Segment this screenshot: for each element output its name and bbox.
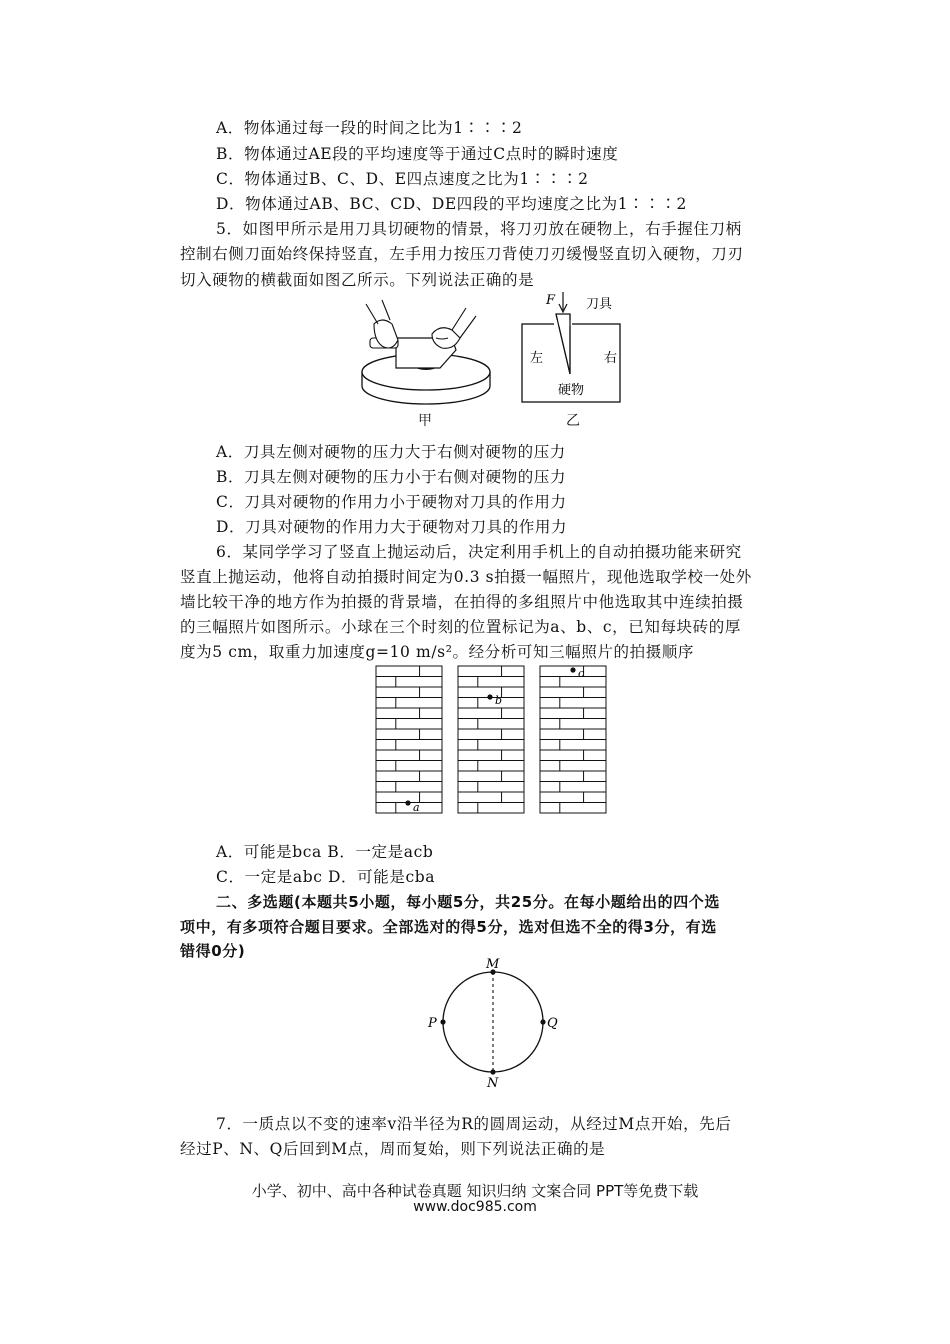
q5-option-c: C．刀具对硬物的作用力小于硬物对刀具的作用力 <box>216 493 567 511</box>
brick-wall-2 <box>458 666 524 813</box>
brick-wall-photos <box>372 664 616 824</box>
point-q-label: Q <box>547 1016 558 1031</box>
figure-jia-cutting-board <box>356 294 496 406</box>
section2-line-3: 错得0分) <box>180 942 246 960</box>
point-p-label: P <box>428 1016 437 1031</box>
point-n-label: N <box>487 1076 499 1090</box>
ball-a-dot <box>405 800 410 805</box>
left-label: 左 <box>530 351 544 366</box>
q5-stem-line-2: 控制右侧刀面始终保持竖直，左手用力按压刀背使刀刃缓慢竖直切入硬物，刀刃 <box>180 245 744 263</box>
q6-stem-line-2: 竖直上抛运动，他将自动拍摄时间定为0.3 s拍摄一幅照片，现他选取学校一处外 <box>180 568 752 586</box>
footer-website-link[interactable]: www.doc985.com <box>413 1199 537 1215</box>
ball-b-label: b <box>495 694 503 707</box>
ball-b-dot <box>487 694 492 699</box>
footer-ad-text: 小学、初中、高中各种试卷真题 知识归纳 文案合同 PPT等免费下载 <box>251 1182 699 1200</box>
section2-line-2: 项中，有多项符合题目要求。全部选对的得5分，选对但选不全的得3分，有选 <box>180 918 717 936</box>
figure-yi-caption: 乙 <box>566 413 580 429</box>
q5-option-d: D．刀具对硬物的作用力大于硬物对刀具的作用力 <box>216 518 568 536</box>
object-label: 硬物 <box>558 383 585 398</box>
right-label: 右 <box>604 351 618 366</box>
q7-stem-line-1: 7．一质点以不变的速率v沿半径为R的圆周运动，从经过M点开始，先后 <box>216 1115 732 1133</box>
circle-figure <box>424 956 564 1090</box>
q6-options-line-1: A．可能是bca B．一定是acb <box>216 843 434 861</box>
q5-option-a: A．刀具左侧对硬物的压力大于右侧对硬物的压力 <box>216 443 566 461</box>
q6-stem-line-4: 的三幅照片如图所示。小球在三个时刻的位置标记为a、b、c，已知每块砖的厚 <box>180 618 741 636</box>
q6-stem-line-5: 度为5 cm，取重力加速度g=10 m/s²。经分析可知三幅照片的拍摄顺序 <box>180 643 695 661</box>
figure-yi-cross-section <box>516 290 626 406</box>
q4-option-c: C．物体通过B、C、D、E四点速度之比为1∶∶∶2 <box>216 170 589 188</box>
q6-stem-line-1: 6．某同学学习了竖直上抛运动后，决定利用手机上的自动拍摄功能来研究 <box>216 543 742 561</box>
knife-label: 刀具 <box>586 297 613 312</box>
section2-line-1: 二、多选题(本题共5小题，每小题5分，共25分。在每小题给出的四个选 <box>216 893 721 911</box>
q4-option-b: B．物体通过AE段的平均速度等于通过C点时的瞬时速度 <box>216 145 619 163</box>
q5-option-b: B．刀具左侧对硬物的压力小于右侧对硬物的压力 <box>216 468 567 486</box>
q4-option-d: D．物体通过AB、BC、CD、DE四段的平均速度之比为1∶∶∶2 <box>216 195 688 213</box>
q6-options-line-2: C．一定是abc D．可能是cba <box>216 868 436 886</box>
q6-stem-line-3: 墙比较干净的地方作为拍摄的背景墙，在拍得的多组照片中他选取其中连续拍摄 <box>180 593 744 611</box>
ball-c-dot <box>570 667 575 672</box>
point-m-label: M <box>486 957 500 972</box>
q5-stem-line-1: 5．如图甲所示是用刀具切硬物的情景，将刀刃放在硬物上，右手握住刀柄 <box>216 220 742 238</box>
q5-stem-line-3: 切入硬物的横截面如图乙所示。下列说法正确的是 <box>180 271 535 289</box>
q7-stem-line-2: 经过P、N、Q后回到M点，周而复始，则下列说法正确的是 <box>180 1140 606 1158</box>
brick-wall-1 <box>376 666 442 813</box>
brick-wall-3 <box>540 666 606 813</box>
force-f-label: F <box>546 293 556 308</box>
q4-option-a: A．物体通过每一段的时间之比为1∶∶∶2 <box>216 119 523 137</box>
figure-jia-caption: 甲 <box>418 413 432 429</box>
ball-a-label: a <box>413 801 420 814</box>
ball-c-label: c <box>578 667 585 680</box>
